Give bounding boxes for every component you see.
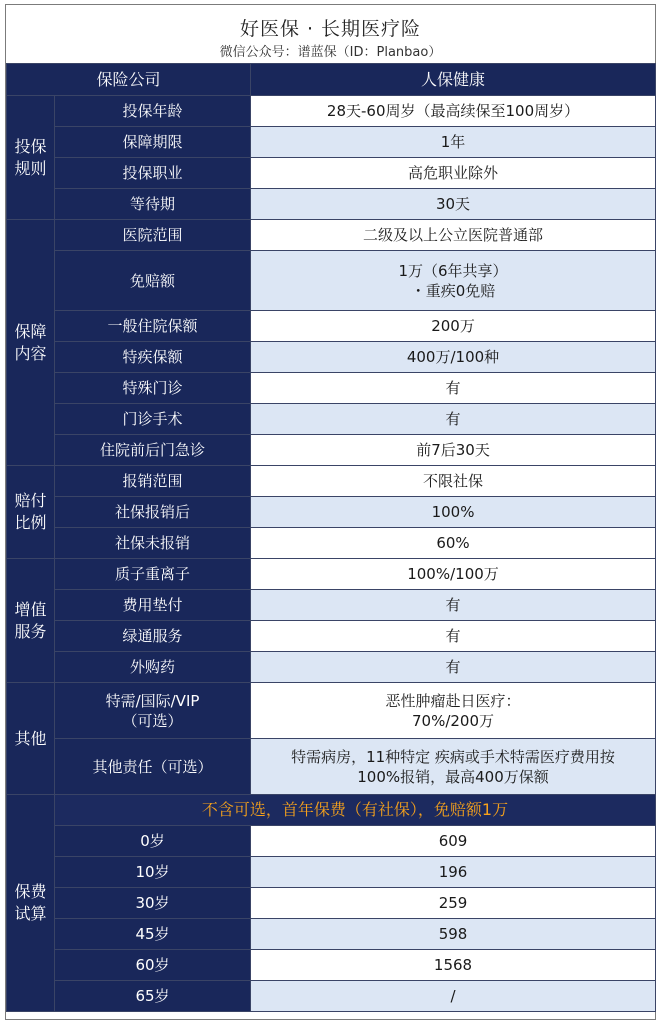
row-label-green: 绿通服务 — [55, 621, 251, 652]
row-label-vip — [55, 683, 251, 739]
page-subtitle: 微信公众号：谱蓝保（ID：Planbao） — [219, 45, 442, 60]
row-label-special-outpatient: 特殊门诊 — [55, 373, 251, 404]
group-other: 其他 — [7, 683, 55, 795]
table-row — [7, 919, 656, 950]
other-liab-line-1: 特需病房，11种特定 疾病或手术特需医疗费用按 — [291, 747, 615, 766]
deductible-line-2: ・重疾0免赔 — [410, 281, 496, 300]
table-row — [7, 590, 656, 621]
table-row — [7, 739, 656, 795]
row-value-deductible — [251, 251, 656, 311]
group-rules: 投保规则 — [7, 96, 55, 220]
insurance-table — [6, 63, 656, 1012]
row-label-advance: 费用垫付 — [55, 590, 251, 621]
row-value-scope: 不限社保 — [251, 466, 656, 497]
table-row — [7, 373, 656, 404]
premium-age: 30岁 — [55, 888, 251, 919]
row-value-period: 1年 — [251, 127, 656, 158]
row-value-general: 200万 — [251, 311, 656, 342]
table-row — [7, 189, 656, 220]
row-value-job: 高危职业除外 — [251, 158, 656, 189]
header-company-label: 保险公司 — [7, 64, 251, 96]
row-value-waiting: 30天 — [251, 189, 656, 220]
row-label-waiting: 等待期 — [55, 189, 251, 220]
table-row — [7, 342, 656, 373]
table-row — [7, 497, 656, 528]
table-row — [7, 888, 656, 919]
group-value-added: 增值服务 — [7, 559, 55, 683]
table-row — [7, 127, 656, 158]
row-label-other-liab: 其他责任（可选） — [55, 739, 251, 795]
table-row — [7, 826, 656, 857]
row-label-general: 一般住院保额 — [55, 311, 251, 342]
header-company-name: 人保健康 — [251, 64, 656, 96]
premium-value: 598 — [251, 919, 656, 950]
row-label-age: 投保年龄 — [55, 96, 251, 127]
row-value-outpatient-surgery: 有 — [251, 404, 656, 435]
table-row — [7, 621, 656, 652]
row-label-with-si: 社保报销后 — [55, 497, 251, 528]
row-value-proton: 100%/100万 — [251, 559, 656, 590]
table-row — [7, 96, 656, 127]
row-label-pre-post: 住院前后门急诊 — [55, 435, 251, 466]
table-row — [7, 220, 656, 251]
table-row — [7, 795, 656, 826]
row-value-green: 有 — [251, 621, 656, 652]
row-label-period: 保障期限 — [55, 127, 251, 158]
table-row — [7, 158, 656, 189]
table-row — [7, 652, 656, 683]
row-label-deductible: 免赔额 — [55, 251, 251, 311]
premium-age: 45岁 — [55, 919, 251, 950]
row-label-proton: 质子重离子 — [55, 559, 251, 590]
vip-value-line-1: 恶性肿瘤赴日医疗： — [385, 691, 521, 710]
row-value-hospital: 二级及以上公立医院普通部 — [251, 220, 656, 251]
premium-value: 196 — [251, 857, 656, 888]
vip-label-line-2: （可选） — [122, 711, 183, 730]
table-row — [7, 466, 656, 497]
comparison-sheet — [5, 4, 656, 1020]
row-label-scope: 报销范围 — [55, 466, 251, 497]
vip-label-line-1: 特需/国际/VIP — [105, 691, 200, 710]
row-value-critical: 400万/100种 — [251, 342, 656, 373]
row-label-job: 投保职业 — [55, 158, 251, 189]
table-header-row — [7, 64, 656, 96]
row-value-age: 28天-60周岁（最高续保至100周岁） — [251, 96, 656, 127]
row-value-without-si: 60% — [251, 528, 656, 559]
row-value-vip — [251, 683, 656, 739]
deductible-line-1: 1万（6年共享） — [398, 261, 508, 280]
premium-note: 不含可选，首年保费（有社保），免赔额1万 — [55, 795, 656, 826]
row-value-pre-post: 前7后30天 — [251, 435, 656, 466]
row-label-without-si: 社保未报销 — [55, 528, 251, 559]
table-row — [7, 528, 656, 559]
group-ratio: 赔付比例 — [7, 466, 55, 559]
table-row — [7, 683, 656, 739]
row-value-other-liab — [251, 739, 656, 795]
page-title: 好医保 · 长期医疗险 — [239, 18, 422, 40]
premium-value: 259 — [251, 888, 656, 919]
row-label-critical: 特疾保额 — [55, 342, 251, 373]
row-value-with-si: 100% — [251, 497, 656, 528]
vip-value-line-2: 70%/200万 — [412, 711, 495, 730]
row-value-special-outpatient: 有 — [251, 373, 656, 404]
table-row — [7, 857, 656, 888]
row-label-drugs: 外购药 — [55, 652, 251, 683]
premium-age: 60岁 — [55, 950, 251, 981]
table-row — [7, 311, 656, 342]
premium-value: 1568 — [251, 950, 656, 981]
table-row — [7, 559, 656, 590]
group-premium: 保费试算 — [7, 795, 55, 1012]
table-row — [7, 435, 656, 466]
other-liab-line-2: 100%报销，最高400万保额 — [357, 767, 549, 786]
premium-value: 609 — [251, 826, 656, 857]
table-row — [7, 404, 656, 435]
row-label-outpatient-surgery: 门诊手术 — [55, 404, 251, 435]
title-area — [6, 5, 655, 63]
premium-age: 10岁 — [55, 857, 251, 888]
table-row — [7, 981, 656, 1012]
premium-age: 65岁 — [55, 981, 251, 1012]
table-row — [7, 950, 656, 981]
table-row — [7, 251, 656, 311]
group-coverage: 保障内容 — [7, 220, 55, 466]
row-value-advance: 有 — [251, 590, 656, 621]
premium-value: / — [251, 981, 656, 1012]
premium-age: 0岁 — [55, 826, 251, 857]
row-label-hospital: 医院范围 — [55, 220, 251, 251]
row-value-drugs: 有 — [251, 652, 656, 683]
